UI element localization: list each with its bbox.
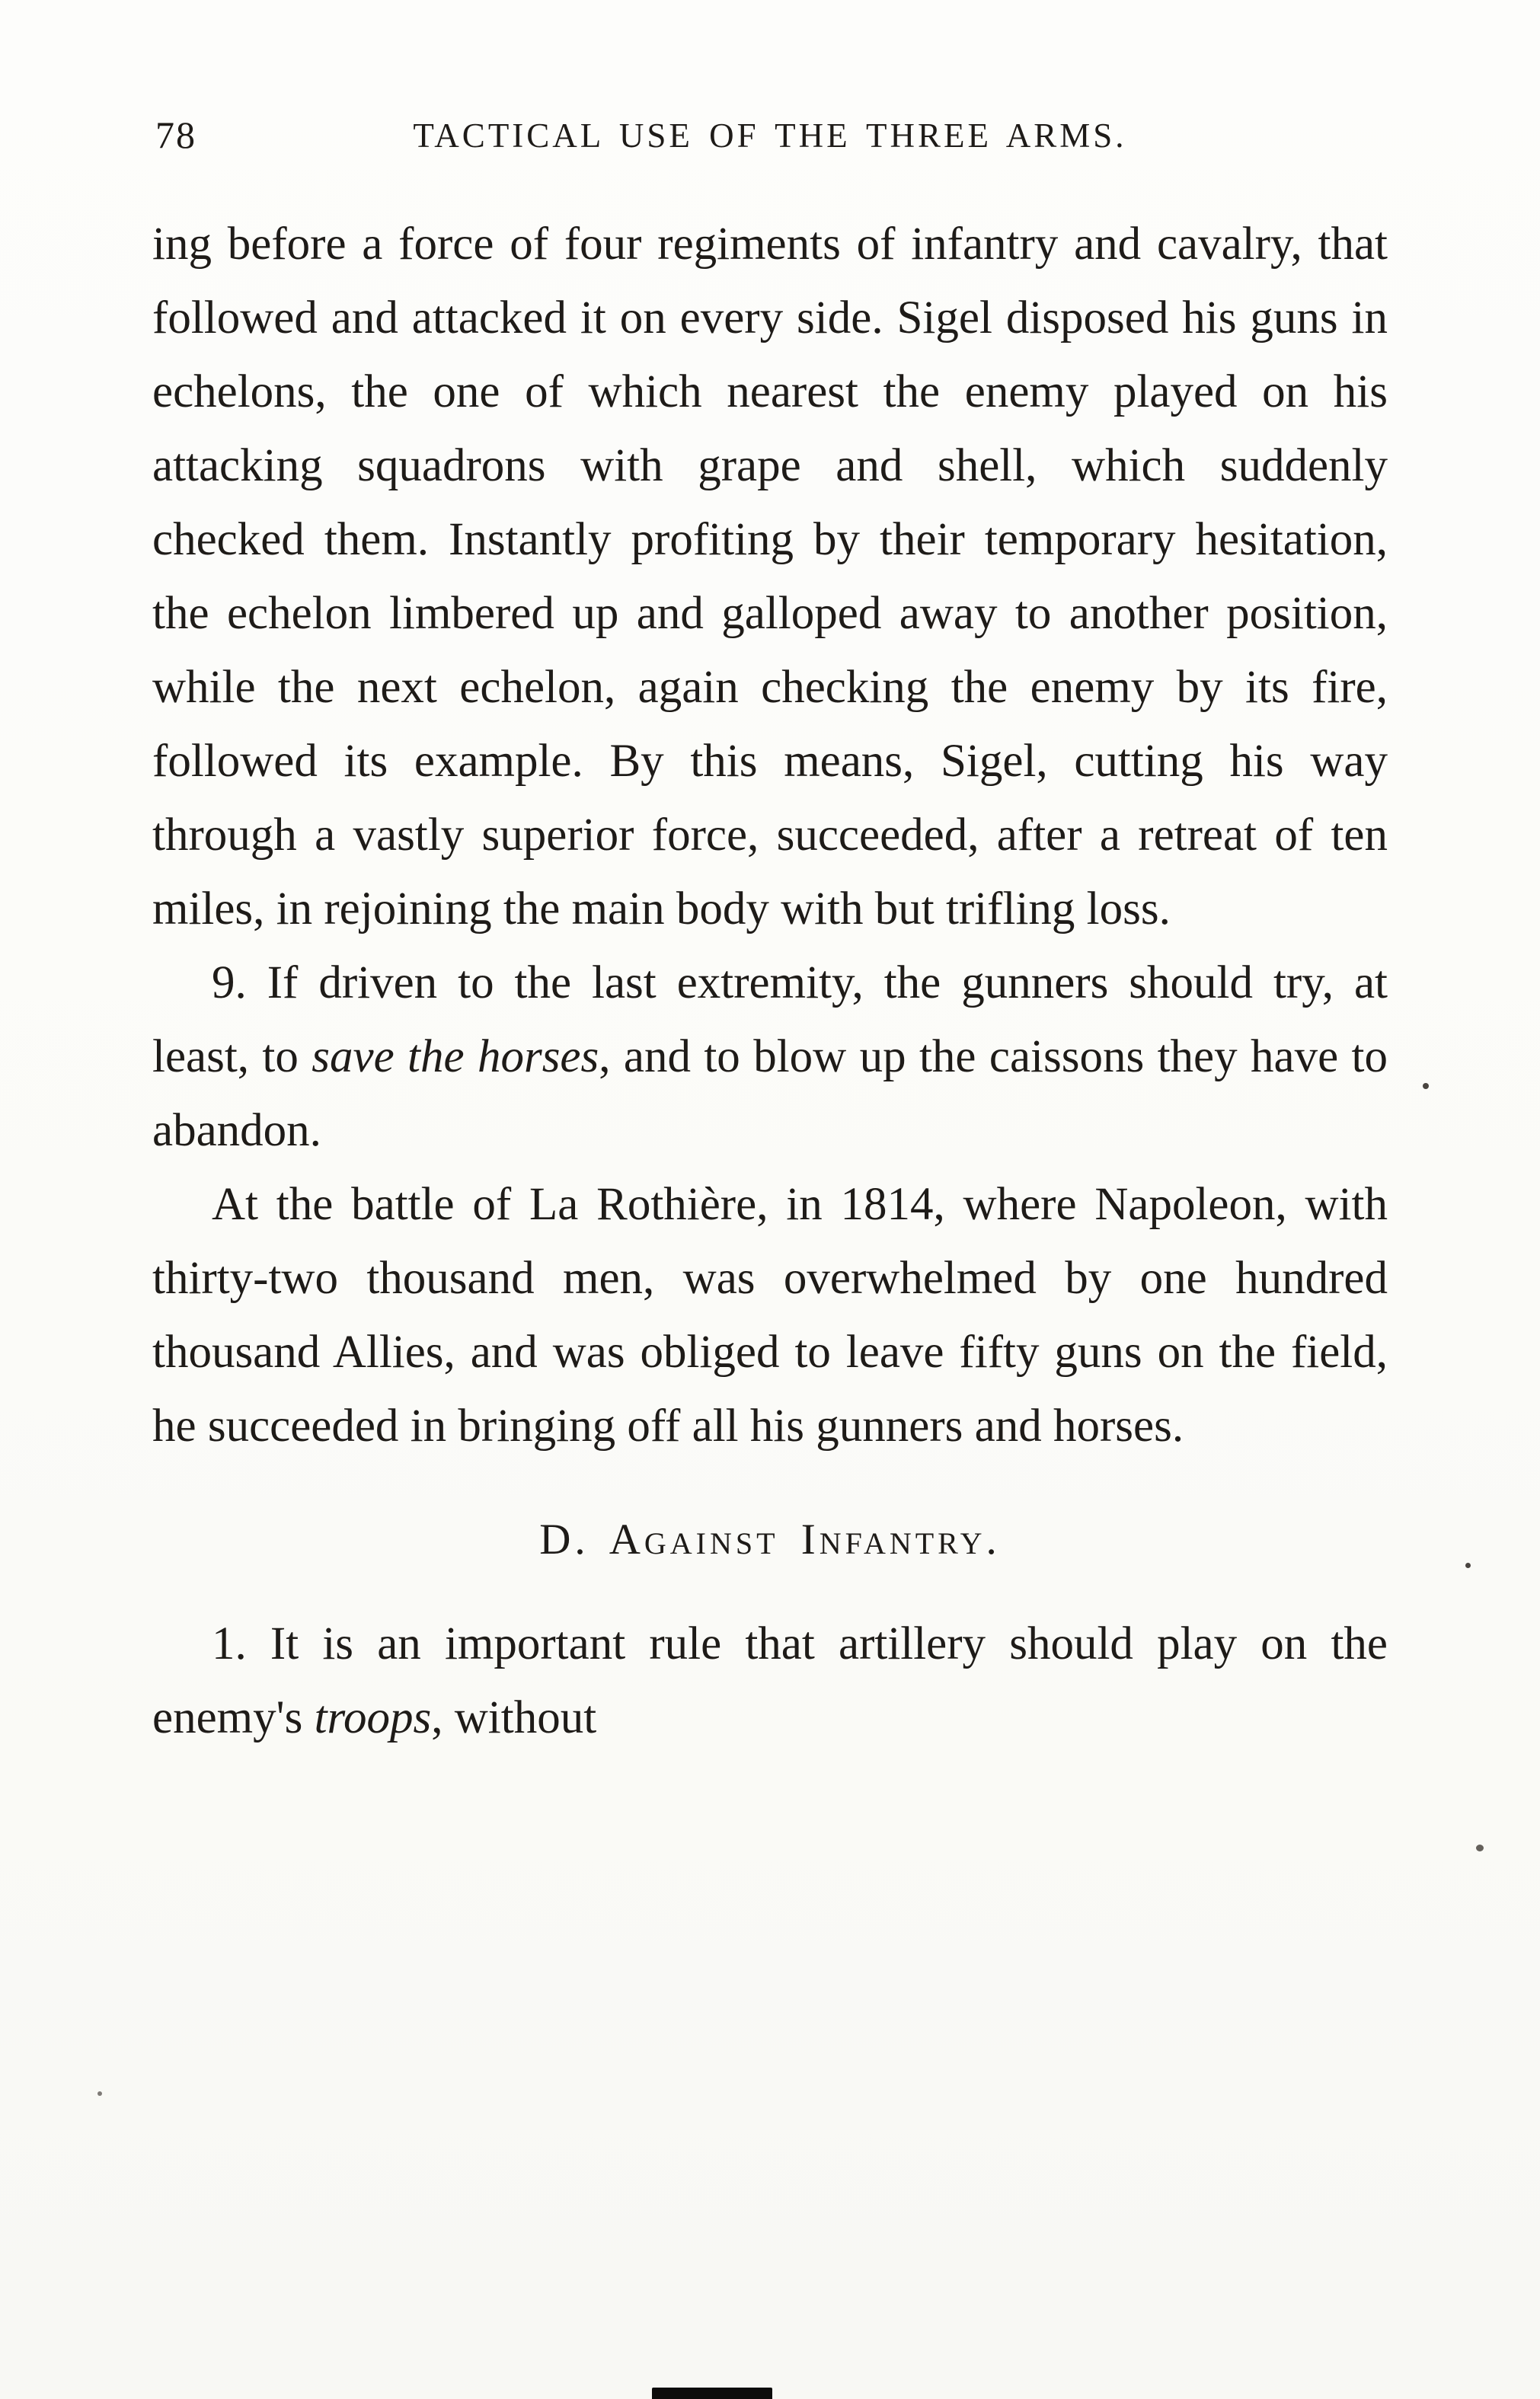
page-header — [0, 113, 1540, 158]
paragraph-text: 1. It is an important rule that artillery should play on the enemy's — [152, 1618, 1388, 1743]
paragraph-text: , and to blow up the caissons they have to abandon. — [152, 1031, 1388, 1156]
italic-phrase-save-the-horses: save the horses — [312, 1031, 599, 1082]
running-title: TACTICAL USE OF THE THREE ARMS. — [413, 117, 1127, 155]
scan-speck — [1465, 1563, 1471, 1568]
paragraph-continuation: ing before a force of four regiments of infantry and cavalry, that followed and attacked it on every side. Sigel disposed his guns in echelons, the one of which nearest the enemy played on his attacking squadrons with grape and shell, which suddenly checked them. Instantly profiting by their temporary hesitation, the echelon limbered up and galloped away to another position, while the next echelon, again checking the enemy by its fire, followed its example. By this means, Sigel, cutting his way through a vastly superior force, succeeded, after a retreat of ten miles, in rejoining the main body with but trifling loss. — [152, 219, 1388, 934]
scan-speck — [1476, 1845, 1484, 1851]
scan-artifact-bar — [652, 2388, 772, 2399]
paragraph-artillery-rule — [152, 1607, 1388, 1755]
paragraph-la-rothiere: At the battle of La Rothière, in 1814, where Napoleon, with thirty-two thousand men, was overwhelmed by one hundred thousand Allies, and was obliged to leave fifty guns on the field, he succeeded in bringing off all his gunners and horses. — [152, 1179, 1388, 1452]
scan-speck — [97, 2091, 102, 2096]
page-body — [152, 207, 1388, 1755]
paragraph-text: 9. If driven to the last extremity, the gunners should try, at least, to — [152, 957, 1388, 1082]
section-heading-against-infantry: D. Against Infantry. — [539, 1516, 1001, 1564]
paragraph-save-horses — [152, 946, 1388, 1168]
italic-phrase-troops: troops — [314, 1692, 432, 1743]
scan-speck — [1423, 1083, 1429, 1089]
page-number: 78 — [155, 113, 196, 156]
paragraph-text: , without — [431, 1692, 597, 1743]
